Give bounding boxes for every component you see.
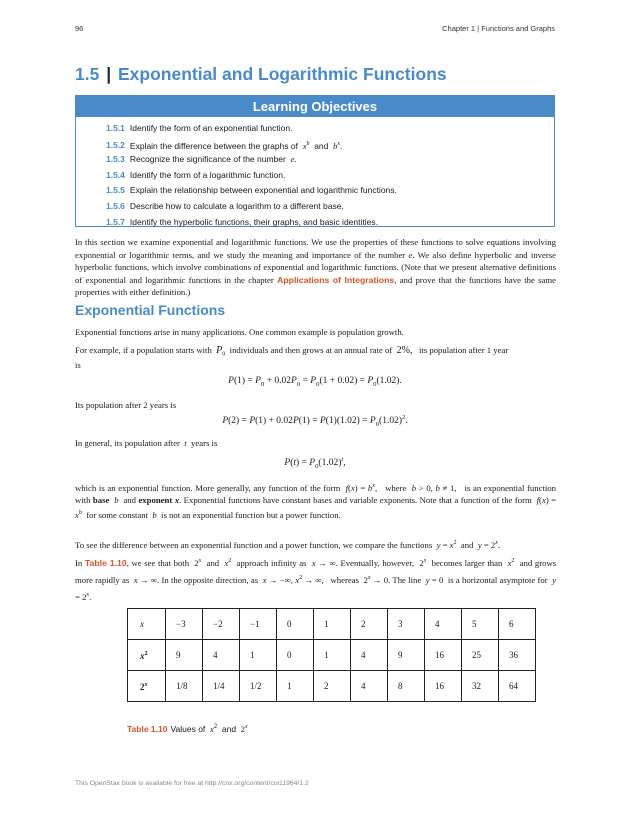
objective-item: 1.5.7 Identify the hyperbolic functions, their graphs, and basic identities. bbox=[106, 216, 378, 227]
row-header: x bbox=[128, 609, 166, 640]
intro-paragraph: In this section we examine exponential and logarithmic functions. We use the properties of these functions to solve equations involving exponential or logarithmic terms, and we study the meaning and importance of the number e. We also define hyperbolic and inverse hyperbolic functions, which involve combinations of exponential and logarithmic functions. (Note that we present alternative definitions of exponential and logarithmic functions in the chapter Applications of Integrations, and prove that the functions have the same properties with either definition.) bbox=[75, 237, 557, 298]
table-cell: 1 bbox=[240, 640, 277, 671]
table-cell: 36 bbox=[499, 640, 536, 671]
table-cell: 25 bbox=[462, 640, 499, 671]
body-text: In general, its population after t years is bbox=[75, 438, 218, 448]
section-title-text: Exponential and Logarithmic Functions bbox=[117, 64, 447, 84]
values-table bbox=[127, 608, 536, 702]
table-cell: 0 bbox=[277, 640, 314, 671]
table-cell: 1 bbox=[277, 671, 314, 702]
row-header: 2$^x$ bbox=[128, 671, 166, 702]
table-cell: 1 bbox=[314, 609, 351, 640]
page-footer: This OpenStax book is available for free at http://cnx.org/content/col11964/1.2 bbox=[75, 780, 309, 787]
table-cell: −2 bbox=[203, 609, 240, 640]
title-separator: | bbox=[106, 64, 112, 84]
table-cell: 1/4 bbox=[203, 671, 240, 702]
table-cell: 5 bbox=[462, 609, 499, 640]
equation-pt: $P(t) = P_0(1.02)^t$, bbox=[284, 456, 346, 471]
table-cell: 8 bbox=[388, 671, 425, 702]
exponential-definition-paragraph: which is an exponential function. More generally, any function of the form $f(x) = b^x$, where b > 0, b ≠ 1, is an exponential function with base b and exponent x. Exponential functions have constant bases and variable exponents. Note that a function of the form $f(x) = x^b$ for some constant b is not an exponential function but a power function. bbox=[75, 482, 557, 520]
table-cell: 2 bbox=[351, 609, 388, 640]
objective-item: 1.5.2 Explain the difference between the graphs of $x^b$ and $b^x$. bbox=[106, 140, 343, 151]
page-number: 96 bbox=[75, 24, 84, 33]
table-cell: 9 bbox=[166, 640, 203, 671]
chapter-header: Chapter 1 | Functions and Graphs bbox=[442, 24, 555, 33]
table-cell: 1/2 bbox=[240, 671, 277, 702]
table-cell: 64 bbox=[499, 671, 536, 702]
body-text: Its population after 2 years is bbox=[75, 400, 177, 410]
row-header: $x^2$ bbox=[128, 640, 166, 671]
table-cell: 16 bbox=[425, 671, 462, 702]
table-cell: 16 bbox=[425, 640, 462, 671]
body-text: Exponential functions arise in many applications. One common example is population growth. bbox=[75, 327, 404, 337]
body-text: is bbox=[75, 360, 81, 370]
table-cell: 4 bbox=[351, 640, 388, 671]
table-cell: 4 bbox=[425, 609, 462, 640]
objective-item: 1.5.4 Identify the form of a logarithmic function. bbox=[106, 169, 286, 180]
section-number: 1.5 bbox=[75, 64, 100, 84]
table-cell: 9 bbox=[388, 640, 425, 671]
table-cell: −3 bbox=[166, 609, 203, 640]
exponential-functions-heading: Exponential Functions bbox=[75, 302, 226, 318]
body-text: To see the difference between an exponential function and a power function, we compare the functions $y = x^2$ and $y = 2^x$. bbox=[75, 539, 501, 550]
table-cell: 1/8 bbox=[166, 671, 203, 702]
table-cell: 4 bbox=[203, 640, 240, 671]
table-cell: 6 bbox=[499, 609, 536, 640]
learning-objectives-heading: Learning Objectives bbox=[76, 96, 554, 117]
table-row bbox=[128, 671, 536, 702]
table-cell: 2 bbox=[314, 671, 351, 702]
table-cell: 32 bbox=[462, 671, 499, 702]
objective-item: 1.5.6 Describe how to calculate a logarithm to a different base. bbox=[106, 200, 344, 211]
objective-item: 1.5.3 Recognize the significance of the number e. bbox=[106, 154, 297, 165]
section-title bbox=[75, 64, 447, 85]
table-cell: 4 bbox=[351, 671, 388, 702]
objective-item: 1.5.5 Explain the relationship between exponential and logarithmic functions. bbox=[106, 185, 397, 196]
table-cell: 1 bbox=[314, 640, 351, 671]
learning-objectives-box bbox=[75, 95, 555, 227]
equation-p2: $P(2) = P(1) + 0.02P(1) = P(1)(1.02) = P_0(1.02)^2$. bbox=[222, 414, 408, 429]
table-caption: Table 1.10 Values of $x^2$ and 2$^x$ bbox=[127, 724, 248, 734]
table-row bbox=[128, 609, 536, 640]
table-1-10-link[interactable]: Table 1.10 bbox=[84, 557, 127, 568]
objective-item: 1.5.1 Identify the form of an exponential function. bbox=[106, 123, 293, 133]
body-text: For example, if a population starts with $P_0$ individuals and then grows at an annual rate of 2%, its population after 1 year bbox=[75, 345, 509, 358]
equation-p1: $P(1) = P_0 + 0.02P_0 = P_0(1 + 0.02) = P_0(1.02)$. bbox=[228, 376, 402, 388]
table-cell: 3 bbox=[388, 609, 425, 640]
comparison-paragraph: In Table 1.10, we see that both 2$^x$ and $x^2$ approach infinity as x → ∞. Eventually, however, 2$^x$ becomes larger than $x^2$ and grows more rapidly as x → ∞. In the opposite direction, as x → −∞, $x^2$ → ∞, whereas $2^x \to 0$. The line y = 0 is a horizontal asymptote for $y = 2^x$. bbox=[75, 557, 557, 603]
table-row bbox=[128, 640, 536, 671]
applications-of-integrations-link[interactable]: Applications of Integrations bbox=[277, 274, 395, 285]
table-caption-label: Table 1.10 bbox=[127, 724, 168, 734]
table-cell: 0 bbox=[277, 609, 314, 640]
table-cell: −1 bbox=[240, 609, 277, 640]
learning-objectives-list bbox=[106, 122, 397, 231]
